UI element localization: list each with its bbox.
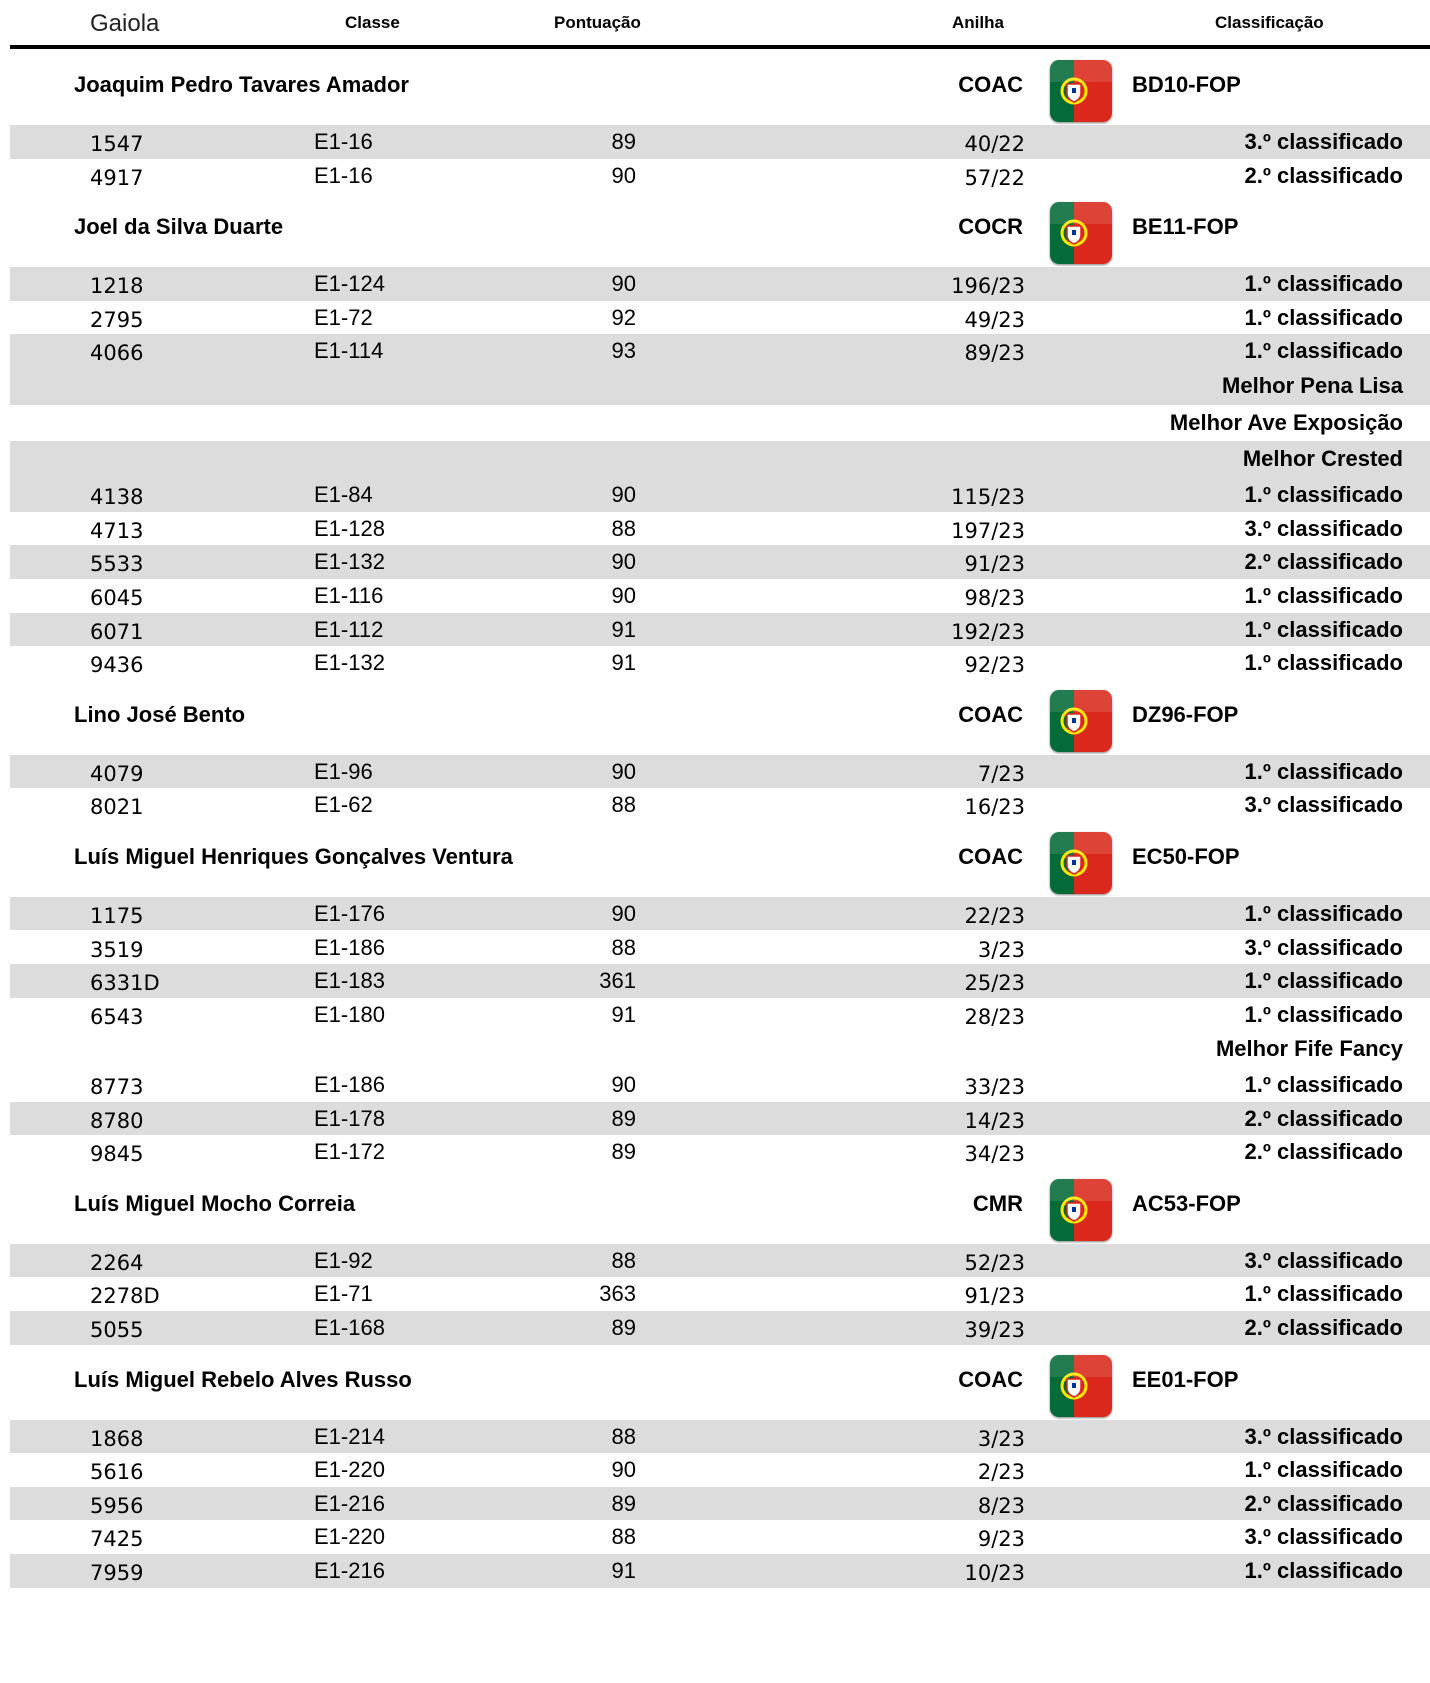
portugal-flag-icon bbox=[1050, 1355, 1112, 1417]
cell-pontuacao: 88 bbox=[611, 1423, 636, 1449]
breeder-name: Lino José Bento bbox=[74, 701, 246, 727]
table-row bbox=[10, 1277, 1430, 1311]
cell-pontuacao: 90 bbox=[611, 758, 636, 784]
table-row bbox=[10, 334, 1430, 368]
cell-classificacao: 3.º classificado bbox=[1244, 792, 1403, 818]
cell-gaiola: 5533 bbox=[90, 552, 144, 577]
cell-pontuacao: 90 bbox=[611, 1072, 636, 1097]
table-row bbox=[10, 755, 1430, 789]
cell-classificacao: 1.º classificado bbox=[1244, 1001, 1403, 1027]
cell-gaiola: 5956 bbox=[90, 1493, 144, 1518]
cell-anilha: 33/23 bbox=[964, 1075, 1025, 1099]
cell-pontuacao: 91 bbox=[611, 1558, 636, 1583]
cell-anilha: 197/23 bbox=[951, 518, 1025, 543]
cell-anilha: 3/23 bbox=[977, 937, 1025, 962]
cell-pontuacao: 90 bbox=[611, 549, 636, 575]
cell-classificacao: 1.º classificado bbox=[1244, 582, 1403, 608]
cell-pontuacao: 88 bbox=[611, 1247, 636, 1273]
cell-gaiola: 2795 bbox=[90, 307, 144, 332]
cell-gaiola: 7959 bbox=[90, 1561, 144, 1585]
cell-classe: E1-214 bbox=[314, 1423, 385, 1449]
portugal-flag-icon bbox=[1050, 832, 1112, 894]
cell-classificacao: 1.º classificado bbox=[1244, 1558, 1403, 1583]
breeder-row bbox=[10, 680, 1430, 755]
cell-gaiola: 1218 bbox=[90, 274, 144, 299]
cell-anilha: 57/22 bbox=[964, 165, 1025, 190]
cell-gaiola: 4079 bbox=[90, 761, 144, 786]
cell-classificacao: 1.º classificado bbox=[1244, 304, 1403, 330]
award-label: Melhor Ave Exposição bbox=[1169, 409, 1403, 435]
table-row bbox=[10, 545, 1430, 579]
cell-anilha: 16/23 bbox=[964, 795, 1025, 820]
breeder-code: BE11-FOP bbox=[1132, 214, 1239, 240]
cell-pontuacao: 90 bbox=[611, 582, 636, 608]
award-row bbox=[10, 368, 1430, 405]
club-name: COAC bbox=[958, 701, 1023, 727]
cell-classificacao: 2.º classificado bbox=[1244, 549, 1403, 575]
cell-classificacao: 2.º classificado bbox=[1244, 1315, 1403, 1340]
cell-gaiola: 9436 bbox=[90, 653, 144, 678]
cell-gaiola: 8021 bbox=[90, 795, 144, 820]
cell-classificacao: 1.º classificado bbox=[1244, 758, 1403, 784]
cell-classe: E1-16 bbox=[314, 162, 373, 188]
breeder-code: EE01-FOP bbox=[1132, 1366, 1239, 1392]
cell-classe: E1-186 bbox=[314, 934, 385, 960]
cell-classificacao: 2.º classificado bbox=[1244, 1139, 1403, 1165]
header-classificacao: Classificação bbox=[1215, 13, 1324, 32]
table-row bbox=[10, 1453, 1430, 1487]
cell-gaiola: 7425 bbox=[90, 1527, 144, 1552]
cell-gaiola: 4917 bbox=[90, 165, 144, 190]
award-row bbox=[10, 405, 1430, 442]
cell-classe: E1-180 bbox=[314, 1001, 385, 1027]
cell-classe: E1-216 bbox=[314, 1558, 385, 1583]
cell-classificacao: 1.º classificado bbox=[1244, 616, 1403, 642]
breeder-name: Joel da Silva Duarte bbox=[74, 214, 284, 240]
cell-gaiola: 6071 bbox=[90, 619, 144, 644]
cell-classe: E1-114 bbox=[314, 338, 384, 364]
table-row bbox=[10, 1520, 1430, 1554]
award-label: Melhor Fife Fancy bbox=[1215, 1036, 1403, 1062]
cell-anilha: 8/23 bbox=[977, 1493, 1025, 1518]
cell-gaiola: 6543 bbox=[90, 1004, 144, 1029]
table-row bbox=[10, 1135, 1430, 1169]
cell-pontuacao: 89 bbox=[611, 1490, 636, 1516]
cell-gaiola: 4138 bbox=[90, 485, 144, 510]
table-row bbox=[10, 1420, 1430, 1454]
cell-classificacao: 2.º classificado bbox=[1244, 162, 1403, 188]
cell-pontuacao: 89 bbox=[611, 129, 636, 154]
header-gaiola: Gaiola bbox=[90, 10, 160, 37]
cell-anilha: 91/23 bbox=[964, 552, 1025, 577]
cell-classe: E1-112 bbox=[314, 616, 384, 642]
cell-classificacao: 1.º classificado bbox=[1244, 968, 1403, 994]
table-row bbox=[10, 646, 1430, 680]
table-row bbox=[10, 931, 1430, 965]
cell-classe: E1-176 bbox=[314, 900, 385, 926]
cell-pontuacao: 92 bbox=[611, 304, 636, 330]
breeder-code: EC50-FOP bbox=[1132, 843, 1240, 869]
cell-gaiola: 8780 bbox=[90, 1108, 144, 1133]
table-row bbox=[10, 125, 1430, 159]
cell-anilha: 14/23 bbox=[964, 1108, 1025, 1133]
table-row bbox=[10, 788, 1430, 822]
cell-pontuacao: 89 bbox=[611, 1315, 636, 1340]
cell-classificacao: 2.º classificado bbox=[1244, 1490, 1403, 1516]
cell-gaiola: 1547 bbox=[90, 132, 144, 156]
cell-gaiola: 4066 bbox=[90, 341, 144, 366]
table-row bbox=[10, 1244, 1430, 1278]
breeder-name: Luís Miguel Rebelo Alves Russo bbox=[74, 1366, 412, 1392]
cell-classificacao: 1.º classificado bbox=[1244, 1072, 1403, 1097]
cell-classificacao: 3.º classificado bbox=[1244, 934, 1403, 960]
award-label: Melhor Crested bbox=[1242, 446, 1403, 472]
award-label: Melhor Pena Lisa bbox=[1222, 373, 1403, 398]
cell-anilha: 92/23 bbox=[964, 653, 1025, 678]
cell-classificacao: 3.º classificado bbox=[1244, 1423, 1403, 1449]
cell-classe: E1-128 bbox=[314, 515, 385, 541]
cell-pontuacao: 90 bbox=[611, 900, 636, 926]
portugal-flag-icon bbox=[1050, 1179, 1112, 1241]
portugal-flag-icon bbox=[1050, 60, 1112, 122]
cell-anilha: 49/23 bbox=[964, 307, 1025, 332]
cell-classificacao: 2.º classificado bbox=[1244, 1105, 1403, 1131]
cell-anilha: 115/23 bbox=[951, 485, 1025, 510]
table-row bbox=[10, 998, 1430, 1032]
breeder-row bbox=[10, 1345, 1430, 1420]
breeder-code: BD10-FOP bbox=[1132, 72, 1241, 97]
award-row bbox=[10, 1031, 1430, 1068]
cell-pontuacao: 88 bbox=[611, 1524, 636, 1550]
table-row bbox=[10, 1554, 1430, 1588]
club-name: COAC bbox=[958, 1366, 1023, 1392]
table-row bbox=[10, 1487, 1430, 1521]
cell-classe: E1-71 bbox=[314, 1281, 373, 1307]
cell-gaiola: 9845 bbox=[90, 1142, 144, 1167]
cell-pontuacao: 90 bbox=[611, 271, 636, 297]
cell-gaiola: 4713 bbox=[90, 518, 144, 543]
cell-gaiola: 6331D bbox=[90, 971, 160, 996]
breeder-name: Luís Miguel Mocho Correia bbox=[74, 1190, 356, 1216]
table-row bbox=[10, 1311, 1430, 1345]
cell-gaiola: 1868 bbox=[90, 1426, 144, 1451]
cell-pontuacao: 88 bbox=[611, 792, 636, 818]
cell-classe: E1-220 bbox=[314, 1457, 385, 1483]
table-row bbox=[10, 1068, 1430, 1102]
cell-classe: E1-132 bbox=[314, 650, 385, 676]
cell-pontuacao: 89 bbox=[611, 1105, 636, 1131]
cell-classe: E1-172 bbox=[314, 1139, 385, 1165]
portugal-flag-icon bbox=[1050, 690, 1112, 752]
cell-classe: E1-96 bbox=[314, 758, 373, 784]
cell-anilha: 7/23 bbox=[977, 761, 1025, 786]
portugal-flag-icon bbox=[1050, 202, 1112, 264]
cell-gaiola: 5616 bbox=[90, 1460, 144, 1485]
cell-classificacao: 3.º classificado bbox=[1244, 1247, 1403, 1273]
cell-classificacao: 1.º classificado bbox=[1244, 482, 1403, 508]
breeder-name: Joaquim Pedro Tavares Amador bbox=[74, 72, 409, 97]
table-row bbox=[10, 613, 1430, 647]
cell-gaiola: 8773 bbox=[90, 1075, 144, 1099]
cell-classificacao: 1.º classificado bbox=[1244, 1457, 1403, 1483]
cell-pontuacao: 90 bbox=[611, 1457, 636, 1483]
cell-anilha: 91/23 bbox=[964, 1284, 1025, 1309]
cell-pontuacao: 90 bbox=[611, 482, 636, 508]
cell-anilha: 28/23 bbox=[964, 1004, 1025, 1029]
cell-anilha: 40/22 bbox=[964, 132, 1025, 156]
table-row bbox=[10, 159, 1430, 193]
table-row bbox=[10, 301, 1430, 335]
cell-pontuacao: 88 bbox=[611, 515, 636, 541]
club-name: CMR bbox=[972, 1190, 1023, 1216]
club-name: COAC bbox=[958, 72, 1023, 97]
table-row bbox=[10, 1102, 1430, 1136]
cell-anilha: 3/23 bbox=[977, 1426, 1025, 1451]
cell-gaiola: 3519 bbox=[90, 937, 144, 962]
cell-classificacao: 1.º classificado bbox=[1244, 900, 1403, 926]
cell-classificacao: 1.º classificado bbox=[1244, 650, 1403, 676]
header-anilha: Anilha bbox=[952, 13, 1004, 32]
cell-classe: E1-168 bbox=[314, 1315, 385, 1340]
cell-gaiola: 1175 bbox=[90, 903, 144, 928]
cell-classe: E1-124 bbox=[314, 271, 385, 297]
cell-anilha: 2/23 bbox=[977, 1460, 1025, 1485]
cell-classificacao: 1.º classificado bbox=[1244, 1281, 1403, 1307]
cell-pontuacao: 91 bbox=[611, 650, 636, 676]
header-pontuacao: Pontuação bbox=[554, 13, 641, 32]
cell-anilha: 89/23 bbox=[964, 341, 1025, 366]
cell-anilha: 10/23 bbox=[964, 1561, 1025, 1585]
cell-classe: E1-132 bbox=[314, 549, 385, 575]
club-name: COAC bbox=[958, 843, 1023, 869]
club-name: COCR bbox=[958, 214, 1023, 240]
cell-anilha: 52/23 bbox=[964, 1250, 1025, 1275]
award-row bbox=[10, 441, 1430, 478]
cell-pontuacao: 89 bbox=[611, 1139, 636, 1165]
cell-classificacao: 1.º classificado bbox=[1244, 338, 1403, 364]
cell-gaiola: 2264 bbox=[90, 1250, 144, 1275]
cell-pontuacao: 91 bbox=[611, 616, 636, 642]
cell-classe: E1-92 bbox=[314, 1247, 373, 1273]
cell-classe: E1-84 bbox=[314, 482, 373, 508]
header-classe: Classe bbox=[345, 13, 400, 32]
table-row bbox=[10, 478, 1430, 512]
cell-pontuacao: 361 bbox=[599, 968, 636, 994]
cell-anilha: 196/23 bbox=[951, 274, 1025, 299]
breeder-name: Luís Miguel Henriques Gonçalves Ventura bbox=[74, 843, 513, 869]
table-row bbox=[10, 267, 1430, 301]
cell-anilha: 98/23 bbox=[964, 585, 1025, 610]
cell-pontuacao: 91 bbox=[611, 1001, 636, 1027]
breeder-code: DZ96-FOP bbox=[1132, 701, 1239, 727]
cell-pontuacao: 88 bbox=[611, 934, 636, 960]
cell-anilha: 25/23 bbox=[964, 971, 1025, 996]
breeder-row bbox=[10, 50, 1430, 125]
cell-pontuacao: 363 bbox=[599, 1281, 636, 1307]
cell-gaiola: 2278D bbox=[90, 1284, 160, 1309]
cell-classe: E1-186 bbox=[314, 1072, 385, 1097]
cell-anilha: 9/23 bbox=[977, 1527, 1025, 1552]
breeder-row bbox=[10, 1169, 1430, 1244]
cell-gaiola: 6045 bbox=[90, 585, 144, 610]
table-row bbox=[10, 579, 1430, 613]
cell-classe: E1-16 bbox=[314, 129, 373, 154]
cell-anilha: 34/23 bbox=[964, 1142, 1025, 1167]
cell-classificacao: 3.º classificado bbox=[1244, 129, 1403, 154]
cell-classe: E1-216 bbox=[314, 1490, 385, 1516]
table-row bbox=[10, 512, 1430, 546]
cell-classe: E1-183 bbox=[314, 968, 385, 994]
breeder-code: AC53-FOP bbox=[1132, 1190, 1241, 1216]
cell-gaiola: 5055 bbox=[90, 1318, 144, 1342]
table-row bbox=[10, 964, 1430, 998]
cell-classe: E1-220 bbox=[314, 1524, 385, 1550]
cell-pontuacao: 90 bbox=[611, 162, 636, 188]
table-row bbox=[10, 897, 1430, 931]
cell-pontuacao: 93 bbox=[611, 338, 636, 364]
cell-anilha: 192/23 bbox=[951, 619, 1025, 644]
cell-classe: E1-116 bbox=[314, 582, 384, 608]
cell-classificacao: 1.º classificado bbox=[1244, 271, 1403, 297]
cell-anilha: 39/23 bbox=[964, 1318, 1025, 1342]
cell-classe: E1-62 bbox=[314, 792, 373, 818]
cell-classificacao: 3.º classificado bbox=[1244, 515, 1403, 541]
cell-classe: E1-72 bbox=[314, 304, 373, 330]
cell-anilha: 22/23 bbox=[964, 903, 1025, 928]
cell-classificacao: 3.º classificado bbox=[1244, 1524, 1403, 1550]
breeder-row bbox=[10, 822, 1430, 897]
breeder-row bbox=[10, 192, 1430, 267]
cell-classe: E1-178 bbox=[314, 1105, 385, 1131]
